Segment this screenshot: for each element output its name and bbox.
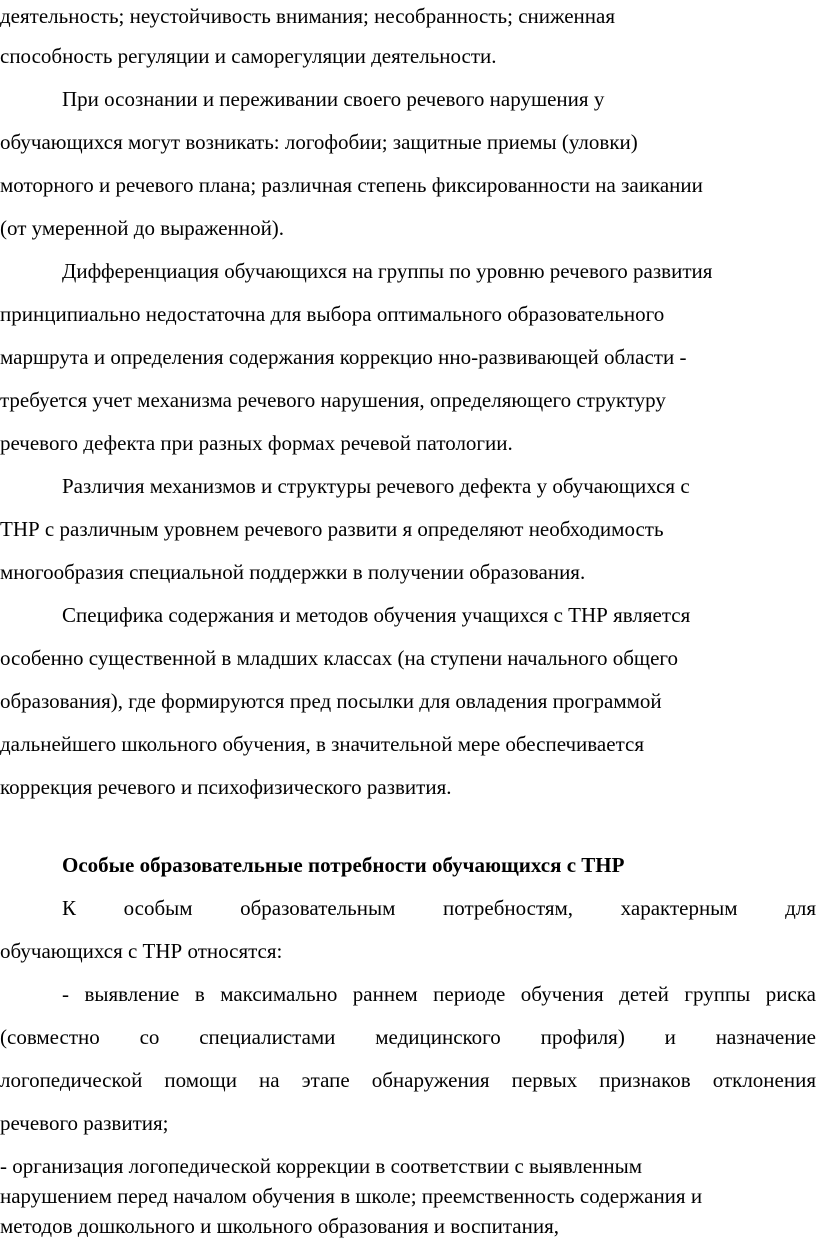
text-line: логопедической помощи на этапе обнаружения первых признаков отклонения bbox=[0, 1068, 816, 1092]
text-line: (от умеренной до выраженной). bbox=[0, 216, 285, 240]
text-line: нарушением перед началом обучения в школе; преемственность содержания и bbox=[0, 1184, 703, 1208]
text-line: К особым образовательным потребностям, характерным для bbox=[62, 896, 816, 920]
text-line: Различия механизмов и структуры речевого дефекта у обучающихся с bbox=[62, 474, 690, 498]
text-line: Дифференциация обучающихся на группы по уровню речевого развития bbox=[62, 259, 713, 283]
text-line: коррекция речевого и психофизического развития. bbox=[0, 775, 452, 799]
text-line: маршрута и определения содержания коррекцио нно-развивающей области - bbox=[0, 345, 687, 369]
text-line: обучающихся могут возникать: логофобии; защитные приемы (уловки) bbox=[0, 130, 638, 154]
text-line: дальнейшего школьного обучения, в значительной мере обеспечивается bbox=[0, 732, 644, 756]
text-line: методов дошкольного и школьного образования и воспитания, bbox=[0, 1214, 560, 1238]
text-line: обучающихся с ТНР относятся: bbox=[0, 939, 283, 963]
text-line: речевого развития; bbox=[0, 1111, 169, 1135]
text-line: моторного и речевого плана; различная степень фиксированности на заикании bbox=[0, 173, 703, 197]
text-line: ТНР с различным уровнем речевого развити я определяют необходимость bbox=[0, 517, 664, 541]
text-line: образования), где формируются пред посылки для овладения программой bbox=[0, 689, 662, 713]
list-item: - организация логопедической коррекции в соответствии с выявленным bbox=[0, 1154, 643, 1178]
text-line: многообразия специальной поддержки в получении образования. bbox=[0, 560, 586, 584]
text-line: Специфика содержания и методов обучения учащихся с ТНР является bbox=[62, 603, 691, 627]
text-line: требуется учет механизма речевого нарушения, определяющего структуру bbox=[0, 388, 666, 412]
text-line: особенно существенной в младших классах (на ступени начального общего bbox=[0, 646, 678, 670]
list-item: - выявление в максимально раннем периоде обучения детей группы риска bbox=[62, 982, 816, 1006]
text-line: способность регуляции и саморегуляции деятельности. bbox=[0, 44, 497, 68]
text-line: принципиально недостаточна для выбора оптимального образовательного bbox=[0, 302, 665, 326]
text-line: При осознании и переживании своего речевого нарушения у bbox=[62, 87, 605, 111]
text-line: речевого дефекта при разных формах речевой патологии. bbox=[0, 431, 513, 455]
section-heading: Особые образовательные потребности обучающихся с ТНР bbox=[62, 853, 625, 877]
text-line: (совместно со специалистами медицинского профиля) и назначение bbox=[0, 1025, 816, 1049]
text-line: деятельность; неустойчивость внимания; несобранность; сниженная bbox=[0, 4, 616, 28]
